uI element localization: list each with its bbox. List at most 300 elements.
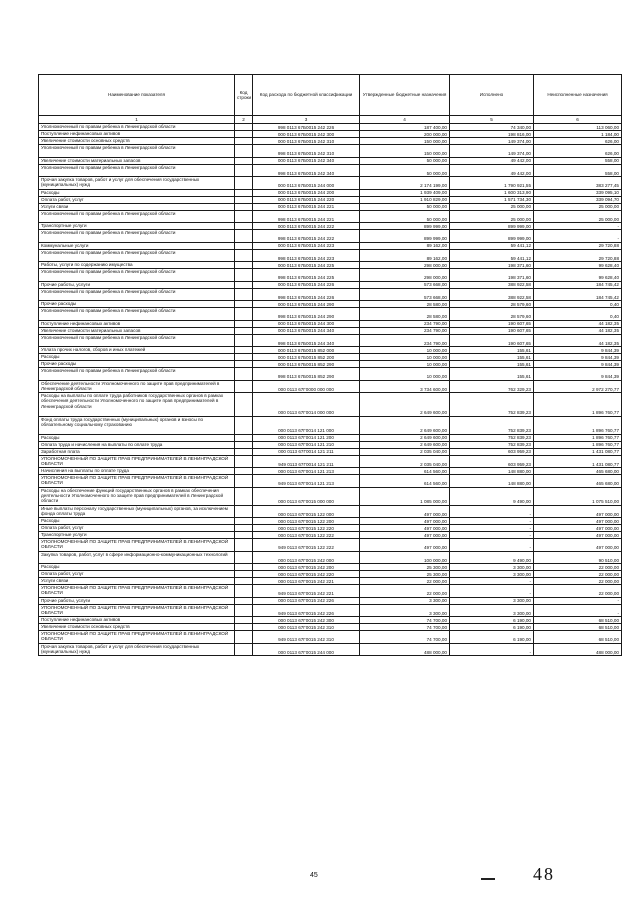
cell-approved: 497 000,00 (360, 532, 450, 539)
footer-dash (481, 878, 495, 880)
cell-code (235, 487, 253, 505)
cell-unexecuted: 9 844,39 (534, 361, 622, 368)
cell-approved: 573 668,00 (360, 288, 450, 301)
cell-code (235, 571, 253, 578)
column-number: 2 (235, 116, 253, 124)
cell-code (235, 320, 253, 327)
cell-name: УПОЛНОМОЧЕННЫЙ ПО ЗАЩИТЕ ПРАВ ПРЕДПРИНИМАТЕЛЕЙ В ЛЕНИНГРАДСКОЙ ОБЛАСТИ (39, 539, 235, 552)
cell-unexecuted: 1 896 760,77 (534, 393, 622, 417)
cell-unexecuted: 1 075 510,00 (534, 487, 622, 505)
cell-name: Поступление нефинансовых активов (39, 617, 235, 624)
cell-name: Увеличение стоимости материальных запасов (39, 327, 235, 334)
cell-executed: 25 000,00 (450, 203, 534, 210)
cell-code (235, 604, 253, 617)
cell-unexecuted: 25 000,00 (534, 210, 622, 223)
table-row (39, 164, 622, 177)
cell-classification: 000 0113 67Б0015 244 000 (253, 177, 360, 190)
cell-code (235, 164, 253, 177)
cell-code (235, 631, 253, 644)
cell-name: Прочие работы, услуги (39, 597, 235, 604)
cell-executed: 190 607,65 (450, 334, 534, 347)
cell-executed: 28 579,60 (450, 301, 534, 308)
column-number-row (39, 116, 622, 124)
cell-executed: 3 300,00 (450, 564, 534, 571)
cell-executed: 59 441,12 (450, 249, 534, 262)
cell-executed: 388 922,58 (450, 281, 534, 288)
cell-classification: 949 0113 67Г0015 242 226 (253, 604, 360, 617)
table-row (39, 242, 622, 249)
cell-unexecuted: 1 431 080,77 (534, 448, 622, 455)
cell-unexecuted: 22 000,00 (534, 578, 622, 585)
cell-unexecuted: 497 000,00 (534, 525, 622, 532)
cell-executed: 149 374,00 (450, 138, 534, 145)
cell-executed: 6 190,00 (450, 617, 534, 624)
cell-unexecuted: 497 000,00 (534, 518, 622, 525)
cell-name: Расходы (39, 354, 235, 361)
cell-code (235, 518, 253, 525)
cell-approved: 497 000,00 (360, 518, 450, 525)
cell-classification: 998 0113 67Б0015 244 226 (253, 288, 360, 301)
cell-executed: 899 999,00 (450, 230, 534, 243)
cell-code (235, 455, 253, 468)
cell-executed: - (450, 585, 534, 598)
cell-unexecuted: 465 680,00 (534, 475, 622, 488)
cell-name: Закупка товаров, работ, услуг в сфере информационно-коммуникационных технологий (39, 551, 235, 564)
cell-name: УПОЛНОМОЧЕННЫЙ ПО ЗАЩИТЕ ПРАВ ПРЕДПРИНИМАТЕЛЕЙ В ЛЕНИНГРАДСКОЙ ОБЛАСТИ (39, 585, 235, 598)
cell-executed: 603 959,23 (450, 455, 534, 468)
cell-executed: 1 790 921,55 (450, 177, 534, 190)
cell-code (235, 505, 253, 518)
cell-approved: 10 000,00 (360, 354, 450, 361)
cell-unexecuted: 9 844,39 (534, 354, 622, 361)
cell-name: Уполномоченный по правам ребенка в Ленинградской области (39, 124, 235, 131)
cell-name: Расходы (39, 518, 235, 525)
cell-approved: 2 649 600,00 (360, 416, 450, 434)
cell-classification: 000 0113 67Г0015 122 000 (253, 505, 360, 518)
table-row (39, 505, 622, 518)
cell-name: Услуги связи (39, 578, 235, 585)
cell-unexecuted: - (534, 597, 622, 604)
table-row (39, 532, 622, 539)
cell-name: Прочие расходы (39, 301, 235, 308)
cell-approved: 3 300,00 (360, 604, 450, 617)
cell-unexecuted: 626,00 (534, 138, 622, 145)
cell-classification: 998 0113 67Б0015 244 340 (253, 334, 360, 347)
cell-code (235, 347, 253, 354)
cell-name: Транспортные услуги (39, 223, 235, 230)
cell-executed: 6 190,00 (450, 631, 534, 644)
cell-classification: 949 0113 67Г0015 122 222 (253, 539, 360, 552)
cell-classification: 000 0113 67Б0015 244 221 (253, 203, 360, 210)
table-row (39, 223, 622, 230)
cell-unexecuted: 383 277,45 (534, 177, 622, 190)
cell-approved: 74 700,00 (360, 624, 450, 631)
table-row (39, 416, 622, 434)
table-row (39, 347, 622, 354)
cell-classification: 000 0113 67Б0015 244 290 (253, 301, 360, 308)
cell-unexecuted: 68 510,00 (534, 617, 622, 624)
table-row (39, 327, 622, 334)
cell-name: Уполномоченный по правам ребенка в Ленинградской области (39, 368, 235, 381)
cell-executed: 762 329,23 (450, 380, 534, 393)
cell-name: Поступление нефинансовых активов (39, 320, 235, 327)
cell-unexecuted: 184 745,42 (534, 288, 622, 301)
cell-executed: 6 190,00 (450, 624, 534, 631)
cell-approved: 10 000,00 (360, 368, 450, 381)
cell-executed: 28 579,60 (450, 308, 534, 321)
table-row (39, 455, 622, 468)
table-row (39, 281, 622, 288)
cell-approved: 3 300,00 (360, 597, 450, 604)
table-row (39, 203, 622, 210)
cell-name: Оплата работ, услуг (39, 525, 235, 532)
cell-classification: 000 0113 67Г0014 121 000 (253, 416, 360, 434)
cell-name: Начисления на выплаты по оплате труда (39, 468, 235, 475)
cell-unexecuted: 497 000,00 (534, 532, 622, 539)
cell-unexecuted: 465 680,00 (534, 468, 622, 475)
cell-approved: 614 560,00 (360, 468, 450, 475)
cell-approved: 3 734 600,00 (360, 380, 450, 393)
cell-name: Расходы (39, 434, 235, 441)
cell-unexecuted: 339 095,10 (534, 189, 622, 196)
table-row (39, 571, 622, 578)
cell-code (235, 585, 253, 598)
cell-executed: 3 300,00 (450, 597, 534, 604)
cell-unexecuted: 339 094,70 (534, 196, 622, 203)
cell-classification: 000 0113 67Г0015 242 221 (253, 578, 360, 585)
cell-classification: 998 0113 67Б0015 242 310 (253, 145, 360, 158)
cell-classification: 000 0113 67Г0000 000 000 (253, 380, 360, 393)
cell-name: Оплата труда и начисления на выплаты по оплате труда (39, 441, 235, 448)
cell-name: Уполномоченный по правам ребенка в Ленинградской области (39, 288, 235, 301)
cell-unexecuted: 22 000,00 (534, 571, 622, 578)
column-number: 5 (450, 116, 534, 124)
cell-code (235, 281, 253, 288)
table-row (39, 361, 622, 368)
cell-classification: 949 0113 67Г0015 242 221 (253, 585, 360, 598)
cell-code (235, 475, 253, 488)
cell-executed: 752 839,23 (450, 393, 534, 417)
cell-classification: 000 0113 67Г0015 122 200 (253, 518, 360, 525)
cell-name: Прочая закупка товаров, работ и услуг для обеспечения государственных (муниципальных) нужд (39, 177, 235, 190)
cell-classification: 000 0113 67Г0015 242 226 (253, 597, 360, 604)
cell-executed: 149 374,00 (450, 145, 534, 158)
cell-approved: 497 000,00 (360, 505, 450, 518)
cell-executed: - (450, 643, 534, 656)
table-row (39, 249, 622, 262)
cell-approved: 50 000,00 (360, 210, 450, 223)
cell-name: Уплата прочих налогов, сборов и иных платежей (39, 347, 235, 354)
cell-code (235, 597, 253, 604)
cell-classification: 000 0113 67Г0015 242 200 (253, 564, 360, 571)
cell-code (235, 131, 253, 138)
cell-approved: 488 000,00 (360, 643, 450, 656)
header-code: Код строки (235, 75, 253, 116)
table-header-row (39, 75, 622, 116)
cell-executed: - (450, 518, 534, 525)
cell-approved: 497 000,00 (360, 539, 450, 552)
cell-code (235, 196, 253, 203)
table-row (39, 468, 622, 475)
cell-classification: 998 0113 67Б0015 244 225 (253, 269, 360, 282)
cell-executed: 49 442,00 (450, 157, 534, 164)
table-row (39, 269, 622, 282)
cell-unexecuted: 22 000,00 (534, 585, 622, 598)
cell-name: Услуги связи (39, 203, 235, 210)
cell-classification: 998 0113 67Б0015 244 290 (253, 308, 360, 321)
cell-unexecuted: 558,00 (534, 164, 622, 177)
cell-approved: 2 649 600,00 (360, 393, 450, 417)
cell-name: Коммунальные услуги (39, 242, 235, 249)
table-row (39, 604, 622, 617)
table-row (39, 434, 622, 441)
cell-code (235, 138, 253, 145)
cell-unexecuted: 29 720,88 (534, 249, 622, 262)
cell-name: Оплата работ, услуг (39, 196, 235, 203)
cell-code (235, 124, 253, 131)
cell-code (235, 223, 253, 230)
cell-name: Прочие работы, услуги (39, 281, 235, 288)
table-row (39, 551, 622, 564)
cell-code (235, 327, 253, 334)
cell-code (235, 448, 253, 455)
cell-approved: 2 174 199,00 (360, 177, 450, 190)
cell-executed: 190 607,65 (450, 320, 534, 327)
cell-executed: 74 340,00 (450, 124, 534, 131)
table-row (39, 124, 622, 131)
table-row (39, 368, 622, 381)
cell-approved: 50 000,00 (360, 157, 450, 164)
cell-approved: 150 000,00 (360, 145, 450, 158)
cell-executed: 198 816,00 (450, 131, 534, 138)
cell-code (235, 145, 253, 158)
table-row (39, 585, 622, 598)
cell-classification: 949 0113 67Г0014 121 211 (253, 455, 360, 468)
cell-name: Уполномоченный по правам ребенка в Ленинградской области (39, 269, 235, 282)
table-row (39, 539, 622, 552)
cell-executed: 752 839,23 (450, 434, 534, 441)
cell-approved: 497 000,00 (360, 525, 450, 532)
cell-classification: 998 0113 67Б0015 244 222 (253, 230, 360, 243)
cell-executed: 155,61 (450, 368, 534, 381)
cell-unexecuted: 0,40 (534, 301, 622, 308)
cell-unexecuted: 1 896 760,77 (534, 441, 622, 448)
table-row (39, 334, 622, 347)
cell-unexecuted: 558,00 (534, 157, 622, 164)
cell-code (235, 393, 253, 417)
cell-classification: 000 0113 67Г0014 121 200 (253, 434, 360, 441)
cell-executed: 1 600 313,90 (450, 189, 534, 196)
cell-code (235, 189, 253, 196)
cell-unexecuted: 113 060,00 (534, 124, 622, 131)
cell-executed: 148 880,00 (450, 475, 534, 488)
table-row (39, 448, 622, 455)
cell-name: Уполномоченный по правам ребенка в Ленинградской области (39, 145, 235, 158)
cell-classification: 000 0113 67Б0015 244 225 (253, 262, 360, 269)
cell-unexecuted: 488 000,00 (534, 643, 622, 656)
cell-executed: 49 442,00 (450, 164, 534, 177)
cell-approved: 89 162,00 (360, 242, 450, 249)
cell-classification: 000 0113 67Б0015 244 222 (253, 223, 360, 230)
table-row (39, 525, 622, 532)
cell-approved: 2 649 600,00 (360, 441, 450, 448)
cell-classification: 000 0113 67Г0014 000 000 (253, 393, 360, 417)
table-row (39, 475, 622, 488)
cell-classification: 000 0113 67Г0014 121 213 (253, 468, 360, 475)
table-row (39, 145, 622, 158)
cell-code (235, 468, 253, 475)
cell-executed: 3 300,00 (450, 571, 534, 578)
stamp-number: 48 (533, 864, 555, 884)
cell-approved: 28 580,00 (360, 301, 450, 308)
cell-code (235, 288, 253, 301)
cell-unexecuted: - (534, 223, 622, 230)
cell-approved: 50 000,00 (360, 203, 450, 210)
cell-name: Уполномоченный по правам ребенка в Ленинградской области (39, 334, 235, 347)
cell-code (235, 354, 253, 361)
cell-approved: 234 790,00 (360, 334, 450, 347)
table-row (39, 624, 622, 631)
table-row (39, 196, 622, 203)
cell-approved: 1 910 829,00 (360, 196, 450, 203)
cell-executed: - (450, 539, 534, 552)
cell-approved: 2 035 040,00 (360, 455, 450, 468)
header-unexecuted: Неисполненные назначения (534, 75, 622, 116)
cell-unexecuted: - (534, 604, 622, 617)
cell-approved: 298 000,00 (360, 262, 450, 269)
cell-unexecuted: 99 628,40 (534, 269, 622, 282)
cell-unexecuted: 1 184,00 (534, 131, 622, 138)
cell-name: УПОЛНОМОЧЕННЫЙ ПО ЗАЩИТЕ ПРАВ ПРЕДПРИНИМАТЕЛЕЙ В ЛЕНИНГРАДСКОЙ ОБЛАСТИ (39, 631, 235, 644)
column-number: 3 (253, 116, 360, 124)
cell-classification: 000 0113 67Б0015 244 300 (253, 320, 360, 327)
table-row (39, 288, 622, 301)
cell-name: Расходы на выплаты по оплате труда работников государственных органов в рамках обеспечения деятельности Уполномоченного по защите прав предпринимателей в Ленинградской области (39, 393, 235, 417)
cell-unexecuted: 68 510,00 (534, 624, 622, 631)
table-row (39, 597, 622, 604)
cell-code (235, 262, 253, 269)
table-row (39, 262, 622, 269)
column-number: 6 (534, 116, 622, 124)
budget-execution-table (38, 74, 622, 656)
cell-unexecuted: - (534, 230, 622, 243)
cell-code (235, 249, 253, 262)
cell-classification: 949 0113 67Г0014 121 213 (253, 475, 360, 488)
cell-unexecuted: 44 182,35 (534, 320, 622, 327)
table-row (39, 354, 622, 361)
cell-executed: 388 922,58 (450, 288, 534, 301)
cell-unexecuted: 626,00 (534, 145, 622, 158)
cell-executed: 752 839,23 (450, 416, 534, 434)
cell-name: Расходы на обеспечение функций государственных органов в рамках обеспечения деятельности Уполномоченного по защите прав предпринимателей в Ленинградской области (39, 487, 235, 505)
column-number: 1 (39, 116, 235, 124)
cell-executed: - (450, 505, 534, 518)
cell-approved: 74 700,00 (360, 617, 450, 624)
cell-name: Иные выплаты персоналу государственных (муниципальных) органов, за исключением фонда оплаты труда (39, 505, 235, 518)
cell-classification: 998 0113 67Б0015 244 221 (253, 210, 360, 223)
cell-classification: 000 0113 67Б0015 244 223 (253, 242, 360, 249)
cell-executed: 148 880,00 (450, 468, 534, 475)
cell-code (235, 203, 253, 210)
cell-approved: 25 300,00 (360, 564, 450, 571)
cell-approved: 2 035 040,00 (360, 448, 450, 455)
cell-name: УПОЛНОМОЧЕННЫЙ ПО ЗАЩИТЕ ПРАВ ПРЕДПРИНИМАТЕЛЕЙ В ЛЕНИНГРАДСКОЙ ОБЛАСТИ (39, 455, 235, 468)
cell-classification: 000 0113 67Б0015 852 290 (253, 361, 360, 368)
cell-classification: 000 0113 67Б0015 852 000 (253, 347, 360, 354)
table-row (39, 631, 622, 644)
cell-classification: 000 0113 67Г0015 242 000 (253, 551, 360, 564)
cell-classification: 000 0113 67Г0014 121 210 (253, 441, 360, 448)
cell-classification: 998 0113 67Б0015 242 226 (253, 124, 360, 131)
cell-executed: 190 607,65 (450, 327, 534, 334)
cell-executed: 9 490,00 (450, 551, 534, 564)
cell-approved: 22 000,00 (360, 585, 450, 598)
cell-classification: 000 0113 67Б0015 244 220 (253, 196, 360, 203)
cell-approved: 899 999,00 (360, 223, 450, 230)
cell-executed: - (450, 532, 534, 539)
cell-unexecuted: 1 896 760,77 (534, 416, 622, 434)
cell-code (235, 210, 253, 223)
cell-unexecuted: 9 844,39 (534, 368, 622, 381)
cell-unexecuted: 44 182,35 (534, 327, 622, 334)
header-classification: Код расхода по бюджетной классификации (253, 75, 360, 116)
cell-executed: 3 300,00 (450, 604, 534, 617)
cell-approved: 28 580,00 (360, 308, 450, 321)
cell-name: Увеличение стоимости основных средств (39, 138, 235, 145)
cell-approved: 573 668,00 (360, 281, 450, 288)
table-row (39, 157, 622, 164)
table-row (39, 301, 622, 308)
cell-approved: 298 000,00 (360, 269, 450, 282)
cell-approved: 22 000,00 (360, 578, 450, 585)
cell-classification: 000 0113 67Б0015 242 310 (253, 138, 360, 145)
cell-name: Прочие расходы (39, 361, 235, 368)
cell-approved: 150 000,00 (360, 138, 450, 145)
column-number: 4 (360, 116, 450, 124)
cell-approved: 89 162,00 (360, 249, 450, 262)
cell-name: УПОЛНОМОЧЕННЫЙ ПО ЗАЩИТЕ ПРАВ ПРЕДПРИНИМАТЕЛЕЙ В ЛЕНИНГРАДСКОЙ ОБЛАСТИ (39, 604, 235, 617)
cell-code (235, 624, 253, 631)
cell-unexecuted: 99 628,40 (534, 262, 622, 269)
cell-unexecuted: 184 745,42 (534, 281, 622, 288)
cell-classification: 998 0113 67Б0015 242 340 (253, 164, 360, 177)
cell-name: Уполномоченный по правам ребенка в Ленинградской области (39, 308, 235, 321)
cell-approved: 614 560,00 (360, 475, 450, 488)
table-row (39, 564, 622, 571)
cell-unexecuted: 9 844,39 (534, 347, 622, 354)
cell-name: Работы, услуги по содержанию имущества (39, 262, 235, 269)
cell-classification: 000 0113 67Б0015 244 200 (253, 189, 360, 196)
cell-name: Уполномоченный по правам ребенка в Ленинградской области (39, 249, 235, 262)
cell-code (235, 578, 253, 585)
cell-executed: - (450, 525, 534, 532)
cell-unexecuted: 0,40 (534, 308, 622, 321)
cell-code (235, 380, 253, 393)
cell-code (235, 551, 253, 564)
cell-approved: 1 085 000,00 (360, 487, 450, 505)
cell-unexecuted: 1 896 760,77 (534, 434, 622, 441)
cell-approved: 187 400,00 (360, 124, 450, 131)
cell-name: Расходы (39, 189, 235, 196)
cell-name: Оплата работ, услуг (39, 571, 235, 578)
cell-name: Транспортные услуги (39, 532, 235, 539)
cell-executed: 899 999,00 (450, 223, 534, 230)
cell-code (235, 617, 253, 624)
cell-name: Расходы (39, 564, 235, 571)
cell-unexecuted: 497 000,00 (534, 539, 622, 552)
table-row (39, 380, 622, 393)
cell-executed: 9 490,00 (450, 487, 534, 505)
